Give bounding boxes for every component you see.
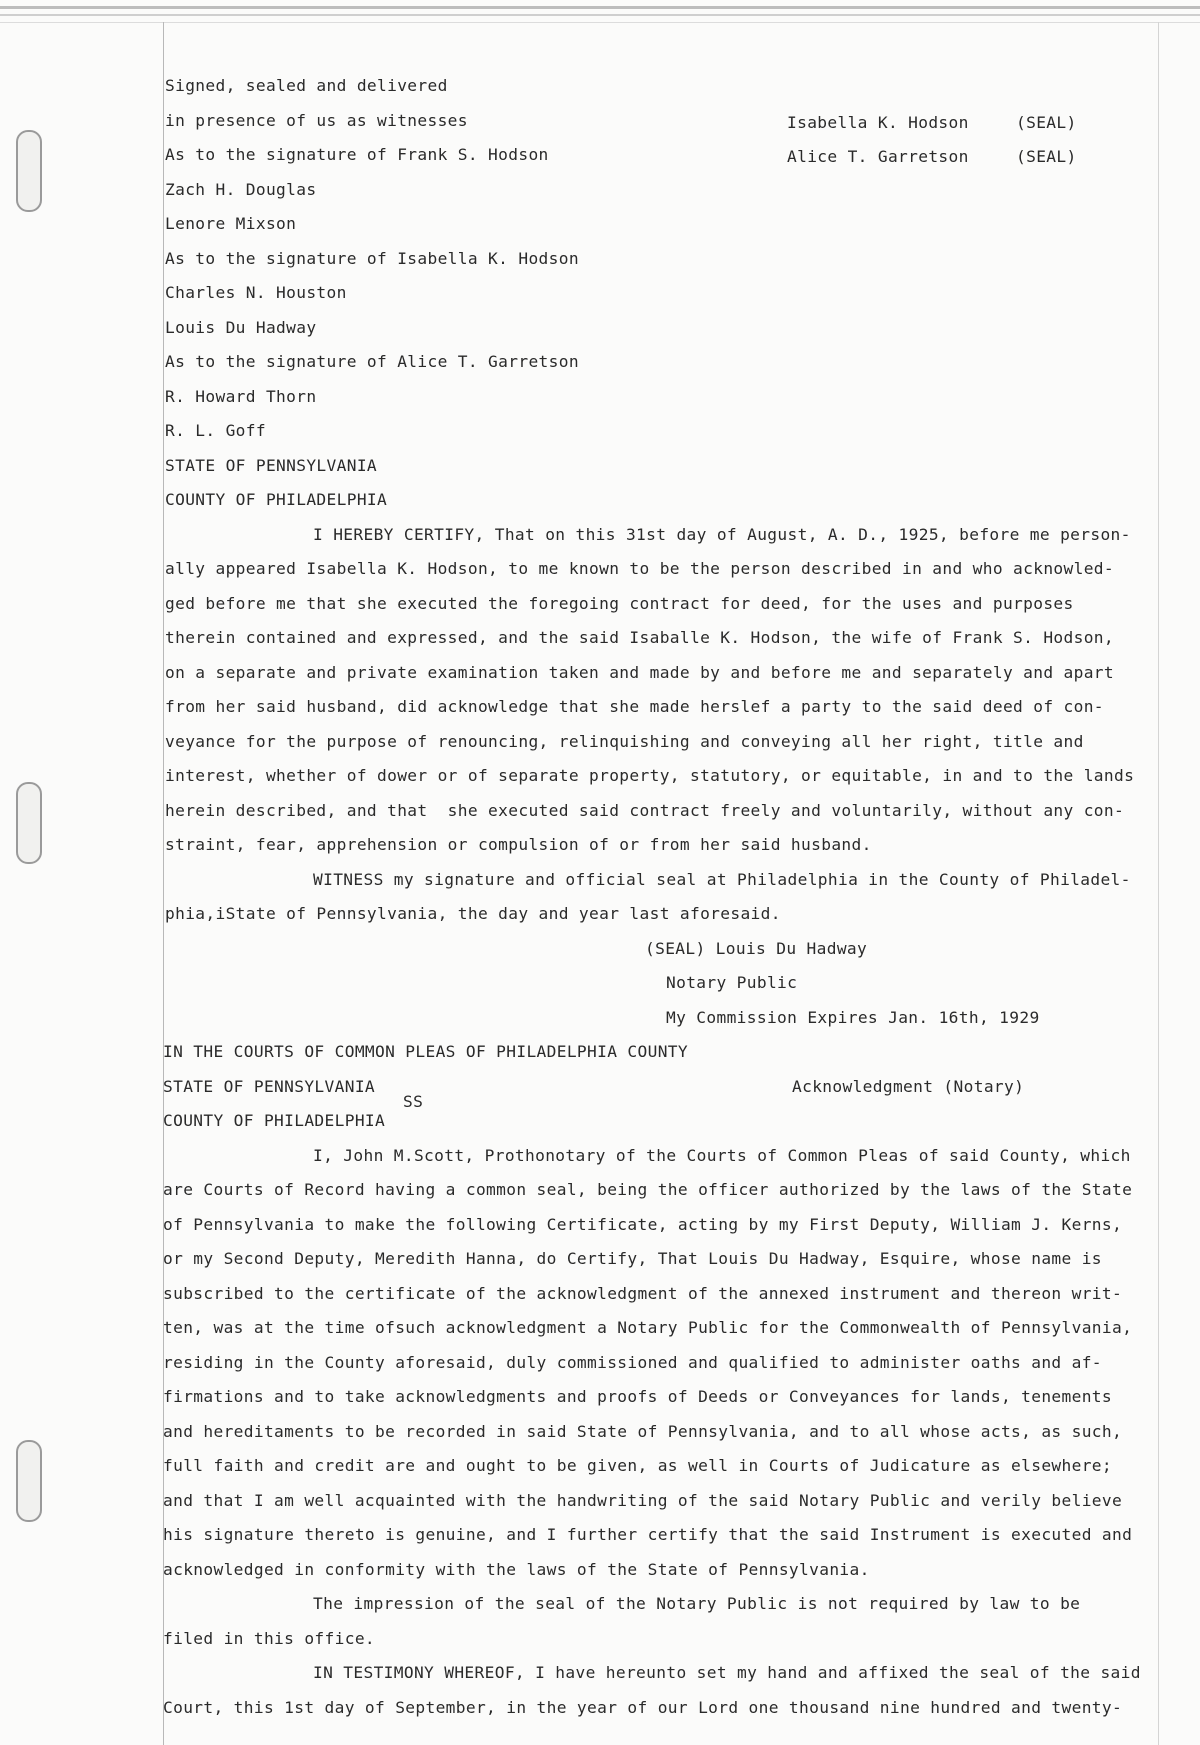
witness-line: Louis Du Hadway [165, 318, 317, 337]
paragraph-line: his signature thereto is genuine, and I further certify that the said Instrument is executed and [163, 1525, 1133, 1544]
witness-line: Zach H. Douglas [165, 180, 317, 199]
paragraph-line: I, John M.Scott, Prothonotary of the Courts of Common Pleas of said County, which [313, 1146, 1131, 1165]
paragraph-line: Court, this 1st day of September, in the year of our Lord one thousand nine hundred and twenty- [163, 1698, 1123, 1717]
punch-hole [16, 130, 42, 212]
paragraph-line: ten, was at the time ofsuch acknowledgment a Notary Public for the Commonwealth of Pennsylvania, [163, 1318, 1133, 1337]
paragraph-line: residing in the County aforesaid, duly commissioned and qualified to administer oaths and af- [163, 1353, 1102, 1372]
acknowledgment-label: Acknowledgment (Notary) [792, 1077, 1025, 1096]
court-heading: IN THE COURTS OF COMMON PLEAS OF PHILADELPHIA COUNTY [163, 1042, 688, 1061]
paragraph-line: of Pennsylvania to make the following Certificate, acting by my First Deputy, William J. Kerns, [163, 1215, 1123, 1234]
paragraph-line: full faith and credit are and ought to be given, as well in Courts of Judicature as elsewhere; [163, 1456, 1112, 1475]
paragraph-line: phia,iState of Pennsylvania, the day and year last aforesaid. [165, 904, 781, 923]
seal-mark: (SEAL) [1016, 147, 1077, 166]
seal-mark: (SEAL) [1016, 113, 1077, 132]
court-state: STATE OF PENNSYLVANIA [163, 1077, 376, 1096]
witness-line: STATE OF PENNSYLVANIA [165, 456, 378, 475]
paragraph-line: subscribed to the certificate of the acknowledgment of the annexed instrument and thereon writ- [163, 1284, 1123, 1303]
paragraph-line: acknowledged in conformity with the laws of the State of Pennsylvania. [163, 1560, 870, 1579]
paragraph-line: are Courts of Record having a common seal, being the officer authorized by the laws of the State [163, 1180, 1133, 1199]
paragraph-line: straint, fear, apprehension or compulsion of or from her said husband. [165, 835, 872, 854]
witness-line: As to the signature of Isabella K. Hodson [165, 249, 579, 268]
signature-name: Isabella K. Hodson [787, 113, 969, 132]
paragraph-line: I HEREBY CERTIFY, That on this 31st day of August, A. D., 1925, before me person- [313, 525, 1131, 544]
paragraph-line: filed in this office. [163, 1629, 376, 1648]
paragraph-line: interest, whether of dower or of separate property, statutory, or equitable, in and to the lands [165, 766, 1135, 785]
witness-line: in presence of us as witnesses [165, 111, 468, 130]
page-top-edge [0, 22, 1200, 23]
witness-line: COUNTY OF PHILADELPHIA [165, 490, 388, 509]
page-top-edge [0, 6, 1200, 9]
court-county: COUNTY OF PHILADELPHIA [163, 1111, 386, 1130]
witness-line: Charles N. Houston [165, 283, 347, 302]
paragraph-line: therein contained and expressed, and the said Isaballe K. Hodson, the wife of Frank S. Hodson, [165, 628, 1114, 647]
witness-line: Signed, sealed and delivered [165, 76, 448, 95]
court-ss: SS [403, 1092, 424, 1111]
signature-name: Alice T. Garretson [787, 147, 969, 166]
right-margin-rule [1158, 22, 1159, 1745]
paragraph-line: or my Second Deputy, Meredith Hanna, do Certify, That Louis Du Hadway, Esquire, whose name is [163, 1249, 1102, 1268]
left-margin-rule [163, 22, 164, 1745]
notary-line: (SEAL) Louis Du Hadway [645, 939, 868, 958]
witness-line: As to the signature of Alice T. Garretson [165, 352, 579, 371]
paragraph-line: WITNESS my signature and official seal at Philadelphia in the County of Philadel- [313, 870, 1131, 889]
witness-line: R. Howard Thorn [165, 387, 317, 406]
paragraph-line: from her said husband, did acknowledge that she made herslef a party to the said deed of con- [165, 697, 1104, 716]
paragraph-line: herein described, and that she executed said contract freely and voluntarily, without any con- [165, 801, 1125, 820]
witness-line: Lenore Mixson [165, 214, 297, 233]
paragraph-line: ally appeared Isabella K. Hodson, to me known to be the person described in and who acknowled- [165, 559, 1114, 578]
paragraph-line: IN TESTIMONY WHEREOF, I have hereunto set my hand and affixed the seal of the said [313, 1663, 1141, 1682]
notary-line: My Commission Expires Jan. 16th, 1929 [666, 1008, 1040, 1027]
paragraph-line: The impression of the seal of the Notary Public is not required by law to be [313, 1594, 1081, 1613]
paragraph-line: veyance for the purpose of renouncing, relinquishing and conveying all her right, title and [165, 732, 1084, 751]
notary-line: Notary Public [666, 973, 798, 992]
page-top-edge [0, 14, 1200, 16]
punch-hole [16, 782, 42, 864]
paragraph-line: on a separate and private examination taken and made by and before me and separately and apart [165, 663, 1114, 682]
punch-hole [16, 1440, 42, 1522]
paragraph-line: and that I am well acquainted with the handwriting of the said Notary Public and verily believe [163, 1491, 1123, 1510]
paragraph-line: ged before me that she executed the foregoing contract for deed, for the uses and purposes [165, 594, 1074, 613]
paragraph-line: and hereditaments to be recorded in said State of Pennsylvania, and to all whose acts, as such, [163, 1422, 1123, 1441]
witness-line: As to the signature of Frank S. Hodson [165, 145, 549, 164]
paragraph-line: firmations and to take acknowledgments and proofs of Deeds or Conveyances for lands, tenements [163, 1387, 1112, 1406]
witness-line: R. L. Goff [165, 421, 266, 440]
